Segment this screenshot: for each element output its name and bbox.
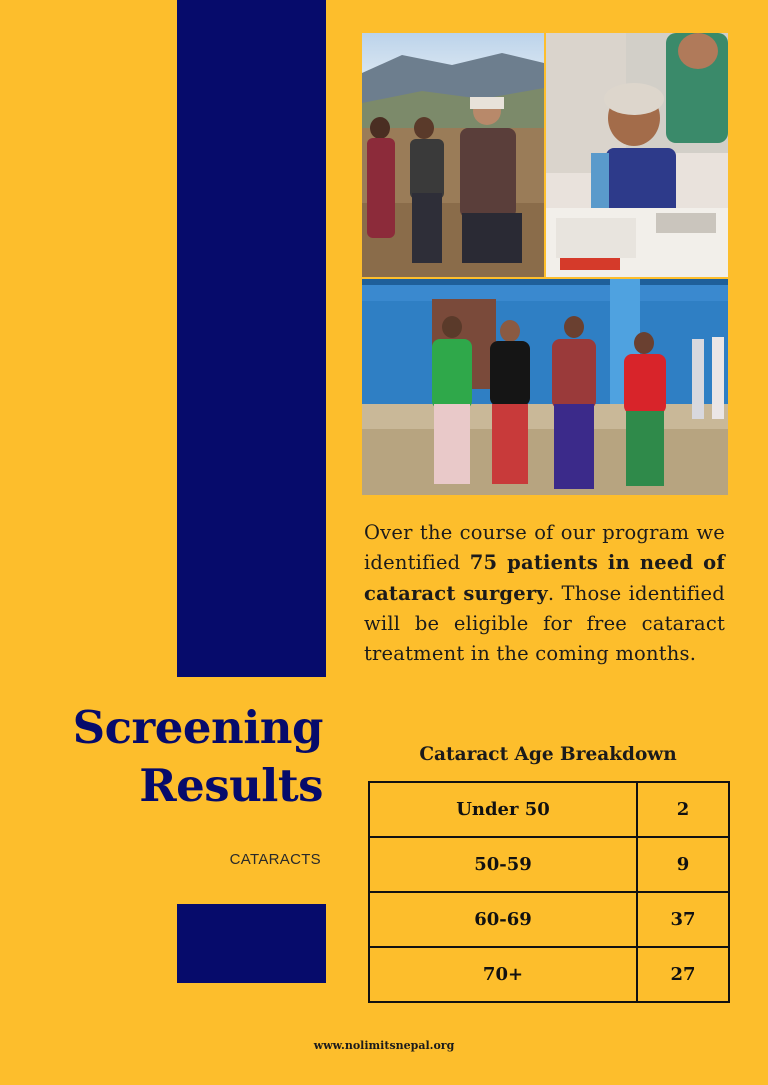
paragraph-text-intro: Over the course of our program we identified [364, 521, 725, 575]
cataract-age-table [368, 781, 730, 1003]
page-title-line-2: Results [139, 759, 323, 812]
website-url[interactable]: www.nolimitsnepal.org [313, 1039, 455, 1052]
table-title: Cataract Age Breakdown [419, 744, 677, 765]
patient-count-cell: 27 [637, 947, 729, 1002]
patient-count-cell: 37 [637, 892, 729, 947]
program-summary-paragraph [364, 518, 725, 669]
photo-collage [362, 33, 728, 495]
patient-count-cell: 2 [637, 782, 729, 837]
page-title-line-1: Screening [72, 701, 323, 754]
paragraph-highlight: 75 patients in need of cataract surgery [364, 551, 725, 605]
table-row [369, 947, 729, 1002]
age-group-cell: 70+ [369, 947, 637, 1002]
decorative-navy-bar [177, 0, 326, 677]
table-row [369, 892, 729, 947]
photo-patient-examination [546, 33, 728, 277]
decorative-navy-block [177, 904, 326, 983]
table-row [369, 837, 729, 892]
age-group-cell: 50-59 [369, 837, 637, 892]
age-group-cell: Under 50 [369, 782, 637, 837]
patient-count-cell: 9 [637, 837, 729, 892]
section-subtitle: CATARACTS [229, 851, 321, 868]
photo-eye-screening-outdoors [362, 33, 544, 277]
age-group-cell: 60-69 [369, 892, 637, 947]
paragraph-text-outro: . Those identified will be eligible for free cataract treatment in the coming months. [364, 581, 725, 666]
table-row [369, 782, 729, 837]
photo-women-group [362, 279, 728, 495]
